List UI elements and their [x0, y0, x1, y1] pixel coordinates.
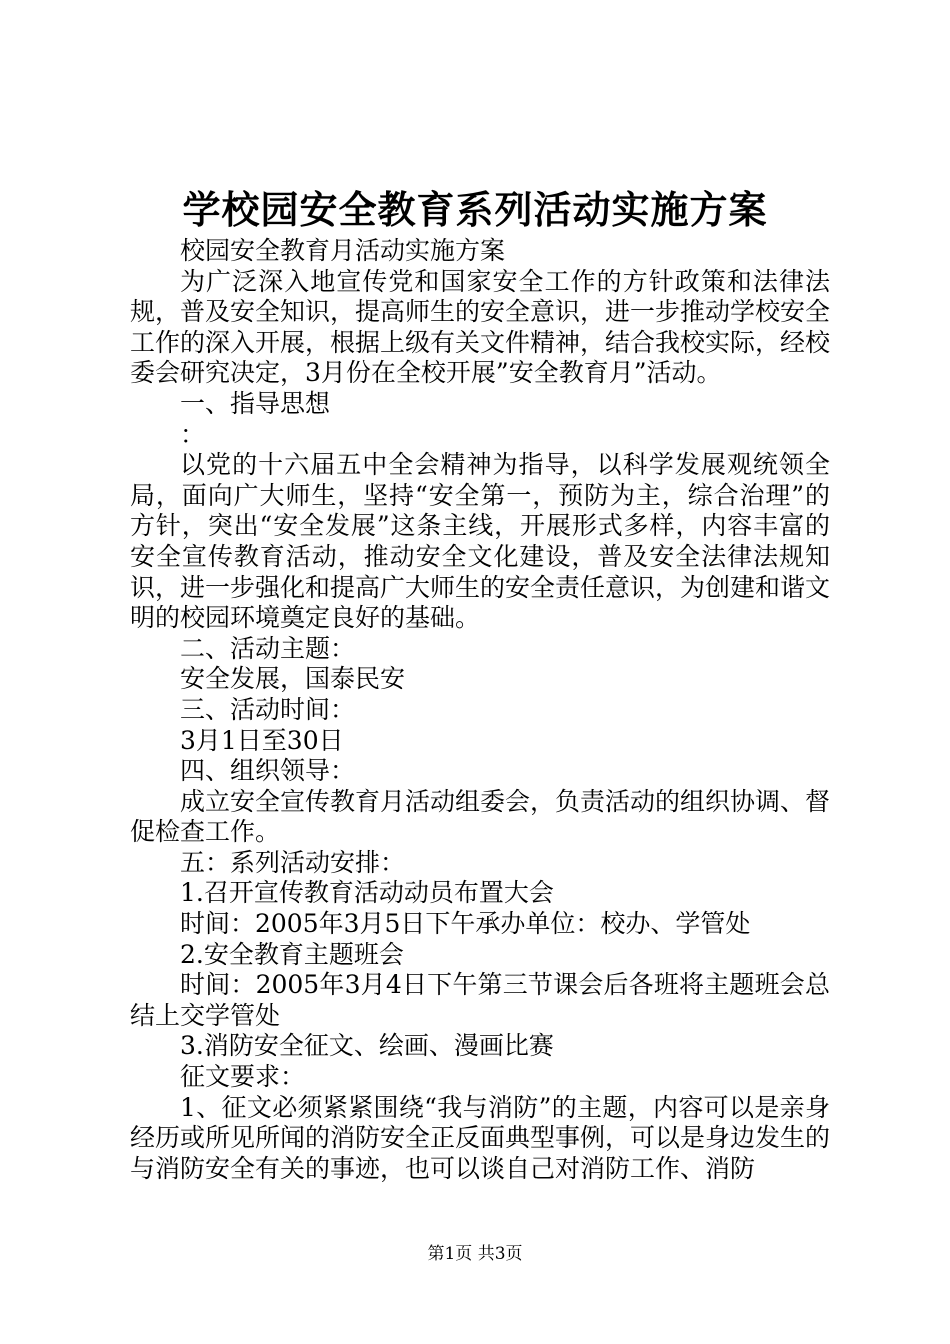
- paragraph-activity-theme: 安全发展，国泰民安: [180, 664, 406, 694]
- heading-activity-schedule: 五：系列活动安排：: [180, 847, 406, 877]
- list-item-class-meeting: 2.安全教育主题班会: [180, 939, 404, 969]
- paragraph-guiding-thought: 以党的十六届五中全会精神为指导，以科学发展观统领全局，面向广大师生，坚持“安全第一，预防为主，综合治理”的方针，突出“安全发展”这条主线，开展形式多样，内容丰富的安全宣传教育活动，推动安全文化建设，普及安全法律法规知识，进一步强化和提高广大师生的安全责任意识，为创建和谐文明的校园环境奠定良好的基础。: [130, 450, 831, 633]
- paragraph-activity-time: 3月1日至30日: [180, 725, 344, 755]
- heading-activity-time: 三、活动时间：: [180, 694, 356, 724]
- heading-essay-requirements: 征文要求：: [180, 1062, 306, 1092]
- paragraph-organization: 成立安全宣传教育月活动组委会，负责活动的组织协调、督促检查工作。: [130, 786, 831, 847]
- paragraph-colon: ：: [180, 419, 206, 449]
- paragraph-subtitle: 校园安全教育月活动实施方案: [180, 236, 506, 265]
- list-item-mobilization-meeting: 1.召开宣传教育活动动员布置大会: [180, 878, 554, 908]
- list-item-fire-safety-contest: 3.消防安全征文、绘画、漫画比赛: [180, 1031, 554, 1061]
- paragraph-meeting-time: 时间：2005年3月5日下午承办单位：校办、学管处: [180, 909, 751, 939]
- heading-activity-theme: 二、活动主题：: [180, 633, 356, 663]
- paragraph-intro: 为广泛深入地宣传党和国家安全工作的方针政策和法律法规，普及安全知识，提高师生的安全意识，进一步推动学校安全工作的深入开展，根据上级有关文件精神，结合我校实际，经校委会研究决定，3月份在全校开展”安全教育月”活动。: [130, 266, 831, 388]
- heading-organization: 四、组织领导：: [180, 756, 356, 786]
- paragraph-essay-requirement-1: 1、征文必须紧紧围绕“我与消防”的主题，内容可以是亲身经历或所见所闻的消防安全正反面典型事例，可以是身边发生的与消防安全有关的事迹，也可以谈自己对消防工作、消防: [130, 1092, 831, 1183]
- paragraph-class-meeting-time: 时间：2005年3月4日下午第三节课会后各班将主题班会总结上交学管处: [130, 970, 830, 1030]
- page-footer: 第1页 共3页: [427, 1244, 523, 1264]
- heading-guiding-thought: 一、指导思想: [180, 388, 331, 418]
- document-body: [130, 236, 830, 1184]
- document-title: 学校园安全教育系列活动实施方案: [182, 187, 768, 232]
